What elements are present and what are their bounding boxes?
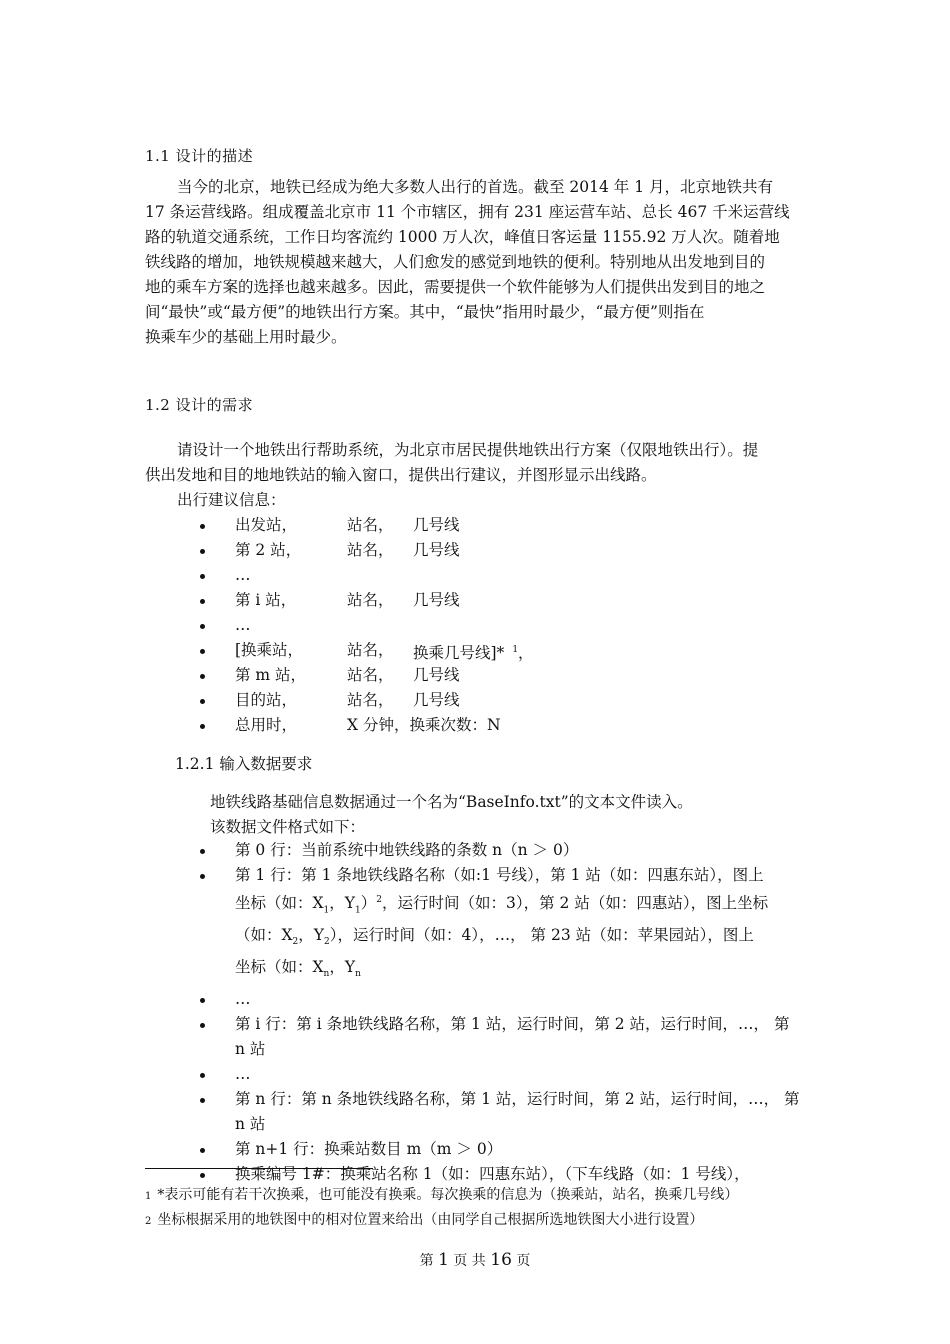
format-text — [235, 1012, 810, 1062]
transfer-text: 换乘几号线]* — [413, 644, 505, 663]
para-line: 当今的北京，地铁已经成为绝大多数人出行的首选。截至 2014 年 1 月，北京地铁共有 — [177, 178, 774, 196]
advice-col-c: 几号线 — [413, 516, 460, 534]
format-line: 第 n 行：第 n 条地铁线路名称，第 1 站，运行时间，第 2 站，运行时间，…， 第 — [235, 1090, 800, 1109]
bullet-icon — [200, 724, 205, 729]
bullet-icon — [200, 524, 205, 529]
format-text: 第 0 行：当前系统中地铁线路的条数 n（n ＞ 0） — [235, 841, 579, 859]
advice-col-a: … — [235, 566, 251, 584]
bullet-icon — [200, 599, 205, 604]
footnote-2 — [145, 1209, 703, 1229]
bullet-icon — [200, 649, 205, 654]
advice-col-a: 目的站， — [235, 691, 298, 709]
subscript: n — [323, 969, 330, 980]
format-line: n 站 — [235, 1040, 266, 1059]
advice-col-c: 几号线 — [413, 541, 460, 559]
list-item — [205, 1137, 810, 1162]
advice-col-a: 第 2 站， — [235, 541, 302, 559]
footer-text: 页 — [516, 1253, 531, 1269]
bullet-icon — [200, 1023, 205, 1028]
subscript: 2 — [292, 937, 299, 948]
bullet-icon — [200, 998, 205, 1003]
advice-label: 出行建议信息： — [177, 491, 286, 509]
advice-col-c: 几号线 — [413, 591, 460, 609]
paragraph-1-1 — [145, 175, 810, 350]
format-text — [235, 1087, 810, 1137]
footnote-divider — [145, 1168, 373, 1169]
heading-1-1: 1.1 设计的描述 — [145, 147, 254, 165]
advice-col-a: … — [235, 616, 251, 634]
format-line: ，运行时间（如：3），第 2 站（如：四惠站），图上坐标 — [382, 894, 769, 913]
subscript: n — [355, 969, 361, 980]
footnote-ref: 2 — [376, 895, 382, 905]
para-line: 供出发地和目的地地铁站的输入窗口，提供出行建议，并图形显示出线路。 — [145, 466, 657, 484]
advice-col-a: [换乘站， — [235, 641, 304, 659]
footnote-text: 坐标根据采用的地铁图中的相对位置来给出（由同学自己根据所选地铁图大小进行设置） — [157, 1212, 704, 1228]
format-list — [205, 838, 810, 1187]
footnote-ref: 1 — [512, 645, 519, 655]
advice-col-c: 几号线 — [413, 666, 460, 684]
para-line: 间“最快”或“最方便”的地铁出行方案。其中，“最快”指用时最少，“最方便”则指在 — [145, 303, 705, 321]
para-line: 地的乘车方案的选择也越来越多。因此，需要提供一个软件能够为人们提供出发到目的地之 — [145, 278, 766, 296]
bullet-icon — [200, 1073, 205, 1078]
paragraph-1-2 — [145, 438, 810, 513]
bullet-icon — [200, 1173, 205, 1178]
advice-col-b: 站名， — [347, 591, 394, 609]
bullet-icon — [200, 1148, 205, 1153]
list-item — [205, 1087, 810, 1137]
para-line: 17 条运营线路。组成覆盖北京市 11 个市辖区，拥有 231 座运营车站、总长 467 千米运营线 — [145, 203, 790, 221]
list-item — [205, 1062, 810, 1087]
format-line: 第 i 行：第 i 条地铁线路名称，第 1 站，运行时间，第 2 站，运行时间，…， 第 — [235, 1015, 790, 1034]
list-item — [205, 1012, 810, 1062]
format-text: … — [235, 1065, 251, 1084]
format-line: n 站 — [235, 1115, 266, 1134]
format-line: ，Y — [329, 958, 356, 977]
format-line: 第 1 行：第 1 条地铁线路名称（如:1 号线），第 1 站（如：四惠东站），图上 — [235, 866, 764, 884]
intro-line-2: 该数据文件格式如下： — [210, 818, 366, 836]
footnote-number: 1 — [145, 1191, 152, 1202]
subscript: 1 — [323, 905, 330, 916]
bullet-icon — [200, 549, 205, 554]
intro-line-1: 地铁线路基础信息数据通过一个名为“BaseInfo.txt”的文本文件读入。 — [210, 793, 693, 811]
advice-col-b: 站名， — [347, 641, 394, 659]
advice-col-b: 站名， — [347, 541, 394, 559]
advice-col-a: 总用时， — [235, 716, 298, 734]
bullet-icon — [200, 849, 205, 854]
para-line: 路的轨道交通系统，工作日均客流约 1000 万人次，峰值日客运量 1155.92 万人次。随着地 — [145, 228, 780, 246]
advice-col-b: 站名， — [347, 666, 394, 684]
para-line: 铁线路的增加，地铁规模越来越大，人们愈发的感觉到地铁的便利。特别地从出发地到目的 — [145, 253, 766, 271]
bullet-icon — [200, 624, 205, 629]
advice-col-a: 第 m 站， — [235, 666, 307, 684]
heading-1-2: 1.2 设计的需求 — [145, 396, 254, 414]
page-total: 16 — [490, 1250, 512, 1270]
bullet-icon — [200, 1098, 205, 1103]
format-line: （如：X — [235, 926, 293, 945]
advice-col-c: 几号线 — [413, 691, 460, 709]
bullet-icon — [200, 699, 205, 704]
bullet-icon — [200, 874, 205, 879]
format-line: ） — [360, 894, 377, 913]
bullet-icon — [200, 574, 205, 579]
heading-1-2-1: 1.2.1 输入数据要求 — [175, 755, 313, 773]
page-number: 1 — [438, 1250, 449, 1270]
format-text: 第 n+1 行：换乘站数目 m（m ＞ 0） — [235, 1140, 503, 1159]
format-text: 换乘编号 1#：换乘站名称 1（如：四惠东站），（下车线路（如：1 号线）， — [235, 1165, 750, 1184]
advice-col-a: 第 i 站， — [235, 591, 297, 609]
format-text — [235, 863, 810, 987]
para-line: 请设计一个地铁出行帮助系统，为北京市居民提供地铁出行方案（仅限地铁出行）。提 — [177, 441, 759, 459]
format-line: ，Y — [329, 894, 356, 913]
advice-col-c — [413, 638, 534, 666]
advice-col-a: 出发站， — [235, 516, 298, 534]
footer-text: 页 共 — [453, 1253, 486, 1269]
advice-col-b: 站名， — [347, 516, 394, 534]
format-line: ，Y — [298, 926, 325, 945]
footnote-number: 2 — [145, 1216, 152, 1227]
transfer-tail: ， — [518, 644, 534, 663]
format-line: 坐标（如：X — [235, 894, 324, 913]
footnote-1 — [145, 1184, 738, 1204]
subscript: 2 — [324, 937, 330, 948]
list-item — [205, 863, 810, 987]
advice-col-b: 站名， — [347, 691, 394, 709]
advice-col-b: X 分钟，换乘次数：N — [347, 716, 501, 734]
page-footer — [0, 1250, 950, 1270]
format-text: … — [235, 990, 251, 1009]
list-item — [205, 987, 810, 1012]
footnote-text: *表示可能有若干次换乘，也可能没有换乘。每次换乘的信息为（换乘站，站名，换乘几号线） — [157, 1187, 739, 1203]
footer-text: 第 — [419, 1253, 434, 1269]
format-line: ），运行时间（如：4），…， 第 23 站（如：苹果园站），图上 — [329, 926, 754, 945]
format-line: 坐标（如：X — [235, 958, 324, 977]
bullet-icon — [200, 674, 205, 679]
list-item — [205, 838, 810, 863]
para-line: 换乘车少的基础上用时最少。 — [145, 328, 347, 346]
subscript: 1 — [355, 905, 361, 916]
